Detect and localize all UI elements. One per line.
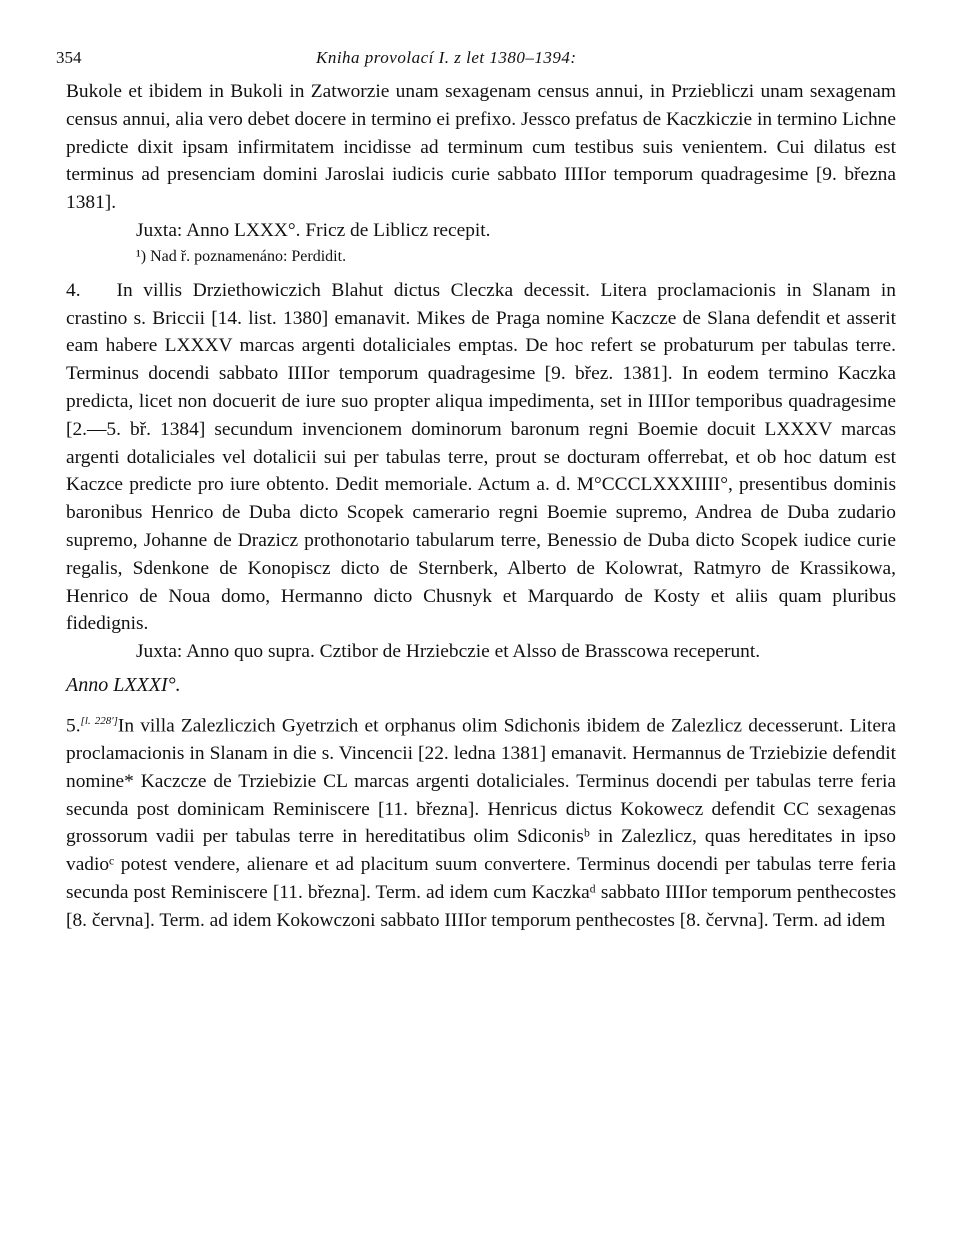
- entry-number: 5.: [66, 715, 81, 737]
- page-header: [56, 40, 896, 70]
- juxta-note-1: Juxta: Anno LXXX°. Fricz de Liblicz recepit.: [136, 219, 491, 241]
- entry-number: 4.: [66, 279, 81, 301]
- footnote: ¹) Nad ř. poznamenáno: Perdidit.: [136, 247, 347, 265]
- entry-5: [66, 708, 896, 935]
- entry-5-text: In villa Zalezliczich Gyetrzich et orphanus olim Sdichonis ibidem de Zalezlicz decesserunt. Litera proclamacionis in Slanam in die s. Vincencii [22. ledna 1381] emanavit. Hermannus de Trziebizie defendit nomine* Kaczcze de Trziebizie CL marcas argenti dotaliciales. Terminus docendi per tabulas terre feria secunda post dominicam Reminiscere [11. března]. Henricus dictus Kokowecz defendit CC sexagenas grossorum vadii per tabulas terre in hereditatibus olim Sdiconisᵇ in Zalezlicz, quas hereditates in ipso vadioᶜ potest vendere, alienare et ad placitum suum convertere. Terminus docendi per tabulas terre feria secunda post Reminiscere [11. března]. Term. ad idem cum Kaczkaᵈ sabbato IIIIor temporum penthecostes [8. června]. Term. ad idem Kokowczoni sabbato IIIIor temporum penthecostes [8. června]. Term. ad idem: [66, 715, 896, 931]
- juxta-note-2: Juxta: Anno quo supra. Cztibor de Hrziebczie et Alsso de Brasscowa receperunt.: [136, 641, 761, 663]
- paragraph-bukole: Bukole et ibidem in Bukoli in Zatworzie unam sexagenam census annui, in Prziebliczi unam sexagenam census annui, alia vero debet docere in termino ei prefixo. Jessco prefatus de Kaczkiczie in termino Lichne predicte dixit ipsam infirmitatem incidisse ad terminum cum testibus suis venientem. Cui dilatus est terminus ad presenciam domini Jaroslai iudicis curie sabbato IIIIor temporum quadragesime [9. března 1381].: [66, 81, 896, 214]
- page-number: 354: [56, 48, 82, 67]
- year-heading: Anno LXXXI°.: [66, 673, 181, 696]
- document-page: [56, 40, 896, 935]
- running-title: Kniha provolací I. z let 1380–1394:: [316, 48, 577, 67]
- folio-reference: [l. 228']: [80, 714, 118, 727]
- entry-4: [66, 277, 896, 638]
- entry-4-text: In villis Drziethowiczich Blahut dictus Cleczka decessit. Litera proclamacionis in Slanam in crastino s. Briccii [14. list. 1380] emanavit. Mikes de Praga nomine Kaczcze de Slana defendit et asserit eam habere LXXXV marcas argenti dotaliciales emptas. De hoc refert se probaturum per tabulas terre. Terminus docendi sabbato IIIIor temporum quadragesime [9. břez. 1381]. In eodem termino Kaczka predicta, licet non docuerit de iure suo propter aliqua impedimenta, set in IIIIor temporibus quadragesime [2.—5. bř. 1384] secundum invencionem dominorum baronum regni Boemie docuit LXXXV marcas argenti dotaliciales vel dotalicii sui per tabulas terre, prout se docturam offerrebat, et ob hoc datum est Kaczce predicte pro iure obtento. Dedit memoriale. Actum a. d. M°CCCLXXXIIII°, presentibus dominis baronibus Henrico de Duba dicto Scopek camerario regni Boemie supremo, Andrea de Duba zudario supremo, Johanne de Drazicz prothonotario tabularum terre, Benessio de Duba dicto Scopek iudice curie regalis, Sdenkone de Konopiscz dicto de Sternberk, Alberto de Kolowrat, Ratmyro de Krassikowa, Henrico de Noua domo, Hermanno dicto Chusnyk et Marquardo de Kosty et aliis quam pluribus fidedignis.: [66, 279, 896, 635]
